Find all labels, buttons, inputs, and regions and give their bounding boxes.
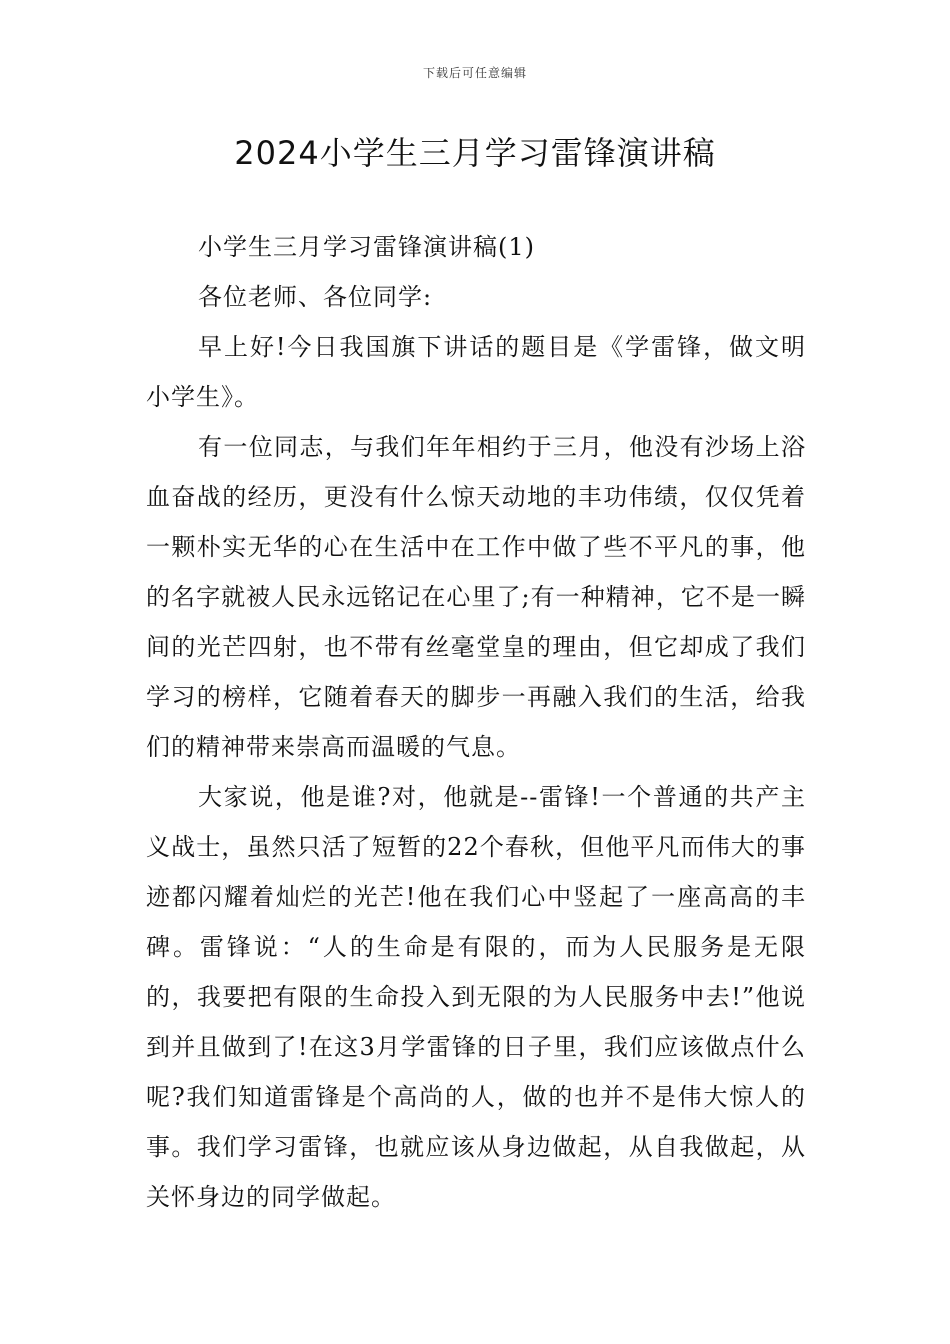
document-title: 2024小学生三月学习雷锋演讲稿	[234, 134, 716, 172]
paragraph-leifeng: 大家说，他是谁?对，他就是--雷锋!一个普通的共产主义战士，虽然只活了短暂的22个春秋，但他平凡而伟大的事迹都闪耀着灿烂的光芒!他在我们心中竖起了一座高高的丰碑。雷锋说：“人的生命是有限的，而为人民服务是无限的，我要把有限的生命投入到无限的为人民服务中去!”他说到并且做到了!在这3月学雷锋的日子里，我们应该做点什么呢?我们知道雷锋是个高尚的人，做的也并不是伟大惊人的事。我们学习雷锋，也就应该从身边做起，从自我做起，从关怀身边的同学做起。	[146, 783, 806, 1211]
greeting: 各位老师、各位同学:	[198, 283, 433, 311]
speech-subtitle: 小学生三月学习雷锋演讲稿(1)	[198, 233, 535, 261]
document-body	[146, 222, 806, 1222]
paragraph-spirit: 有一位同志，与我们年年相约于三月，他没有沙场上浴血奋战的经历，更没有什么惊天动地的丰功伟绩，仅仅凭着一颗朴实无华的心在生活中在工作中做了些不平凡的事，他的名字就被人民永远铭记在心里了;有一种精神，它不是一瞬间的光芒四射，也不带有丝毫堂皇的理由，但它却成了我们学习的榜样，它随着春天的脚步一再融入我们的生活，给我们的精神带来崇高而温暖的气息。	[146, 433, 806, 761]
header-note: 下载后可任意编辑	[422, 66, 527, 80]
paragraph-intro: 早上好!今日我国旗下讲话的题目是《学雷锋，做文明小学生》。	[146, 333, 806, 411]
